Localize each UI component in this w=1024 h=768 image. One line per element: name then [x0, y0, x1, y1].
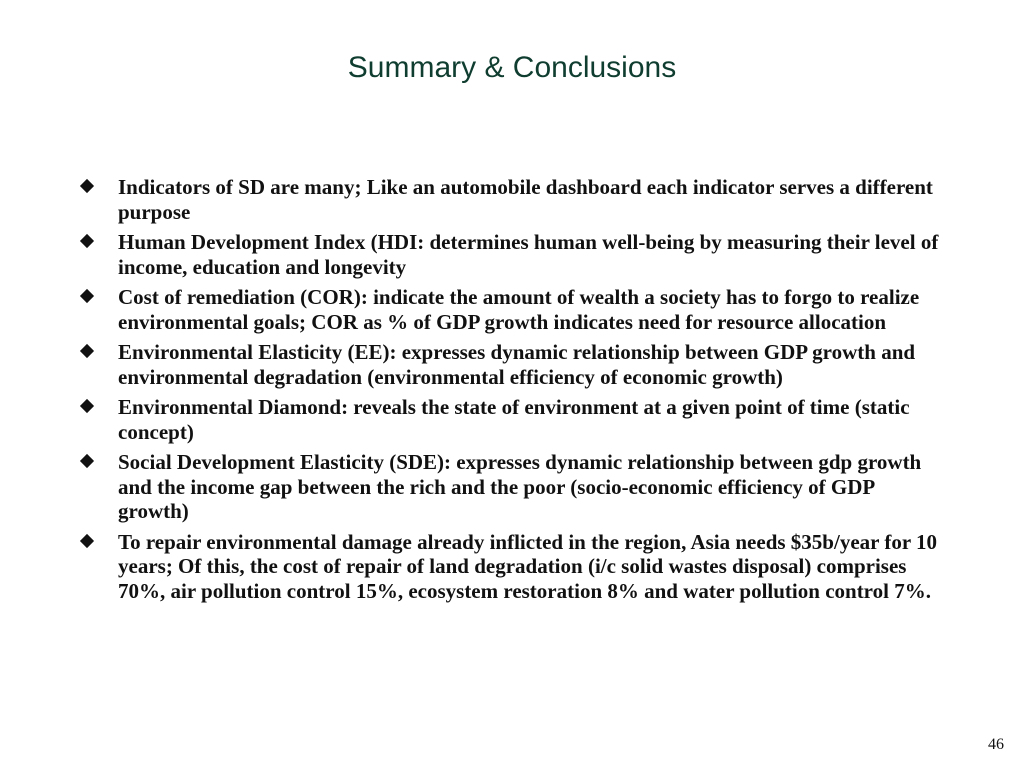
- diamond-bullet-icon: [80, 289, 94, 303]
- bullet-list: [80, 175, 940, 609]
- bullet-text: Human Development Index (HDI: determines human well-being by measuring their level of income, education and longevity: [118, 230, 939, 279]
- bullet-item: [80, 230, 940, 279]
- diamond-bullet-icon: [80, 234, 94, 248]
- diamond-bullet-icon: [80, 179, 94, 193]
- bullet-text: Social Development Elasticity (SDE): expresses dynamic relationship between gdp growth and the income gap between the rich and the poor (socio-economic efficiency of GDP growth): [118, 450, 922, 523]
- bullet-item: [80, 395, 940, 444]
- bullet-item: [80, 175, 940, 224]
- bullet-item: [80, 340, 940, 389]
- slide-title: Summary & Conclusions: [347, 51, 677, 84]
- diamond-bullet-icon: [80, 454, 94, 468]
- bullet-text: Cost of remediation (COR): indicate the amount of wealth a society has to forgo to realize environmental goals; COR as % of GDP growth indicates need for resource allocation: [118, 285, 920, 334]
- bullet-text: Environmental Diamond: reveals the state of environment at a given point of time (static concept): [118, 395, 910, 444]
- bullet-item: [80, 530, 940, 604]
- bullet-item: [80, 285, 940, 334]
- bullet-text: To repair environmental damage already inflicted in the region, Asia needs $35b/year for 10 years; Of this, the cost of repair of land degradation (i/c solid wastes disposal) comprises 70%, air pollution control 15%, ecosystem restoration 8% and water pollution control 7%.: [118, 529, 938, 603]
- bullet-text: Indicators of SD are many; Like an automobile dashboard each indicator serves a different purpose: [118, 175, 933, 224]
- diamond-bullet-icon: [80, 533, 94, 547]
- diamond-bullet-icon: [80, 399, 94, 413]
- diamond-bullet-icon: [80, 344, 94, 358]
- page-number: 46: [988, 736, 1004, 753]
- bullet-text: Environmental Elasticity (EE): expresses dynamic relationship between GDP growth and environmental degradation (environmental efficiency of economic growth): [118, 340, 916, 389]
- bullet-item: [80, 450, 940, 524]
